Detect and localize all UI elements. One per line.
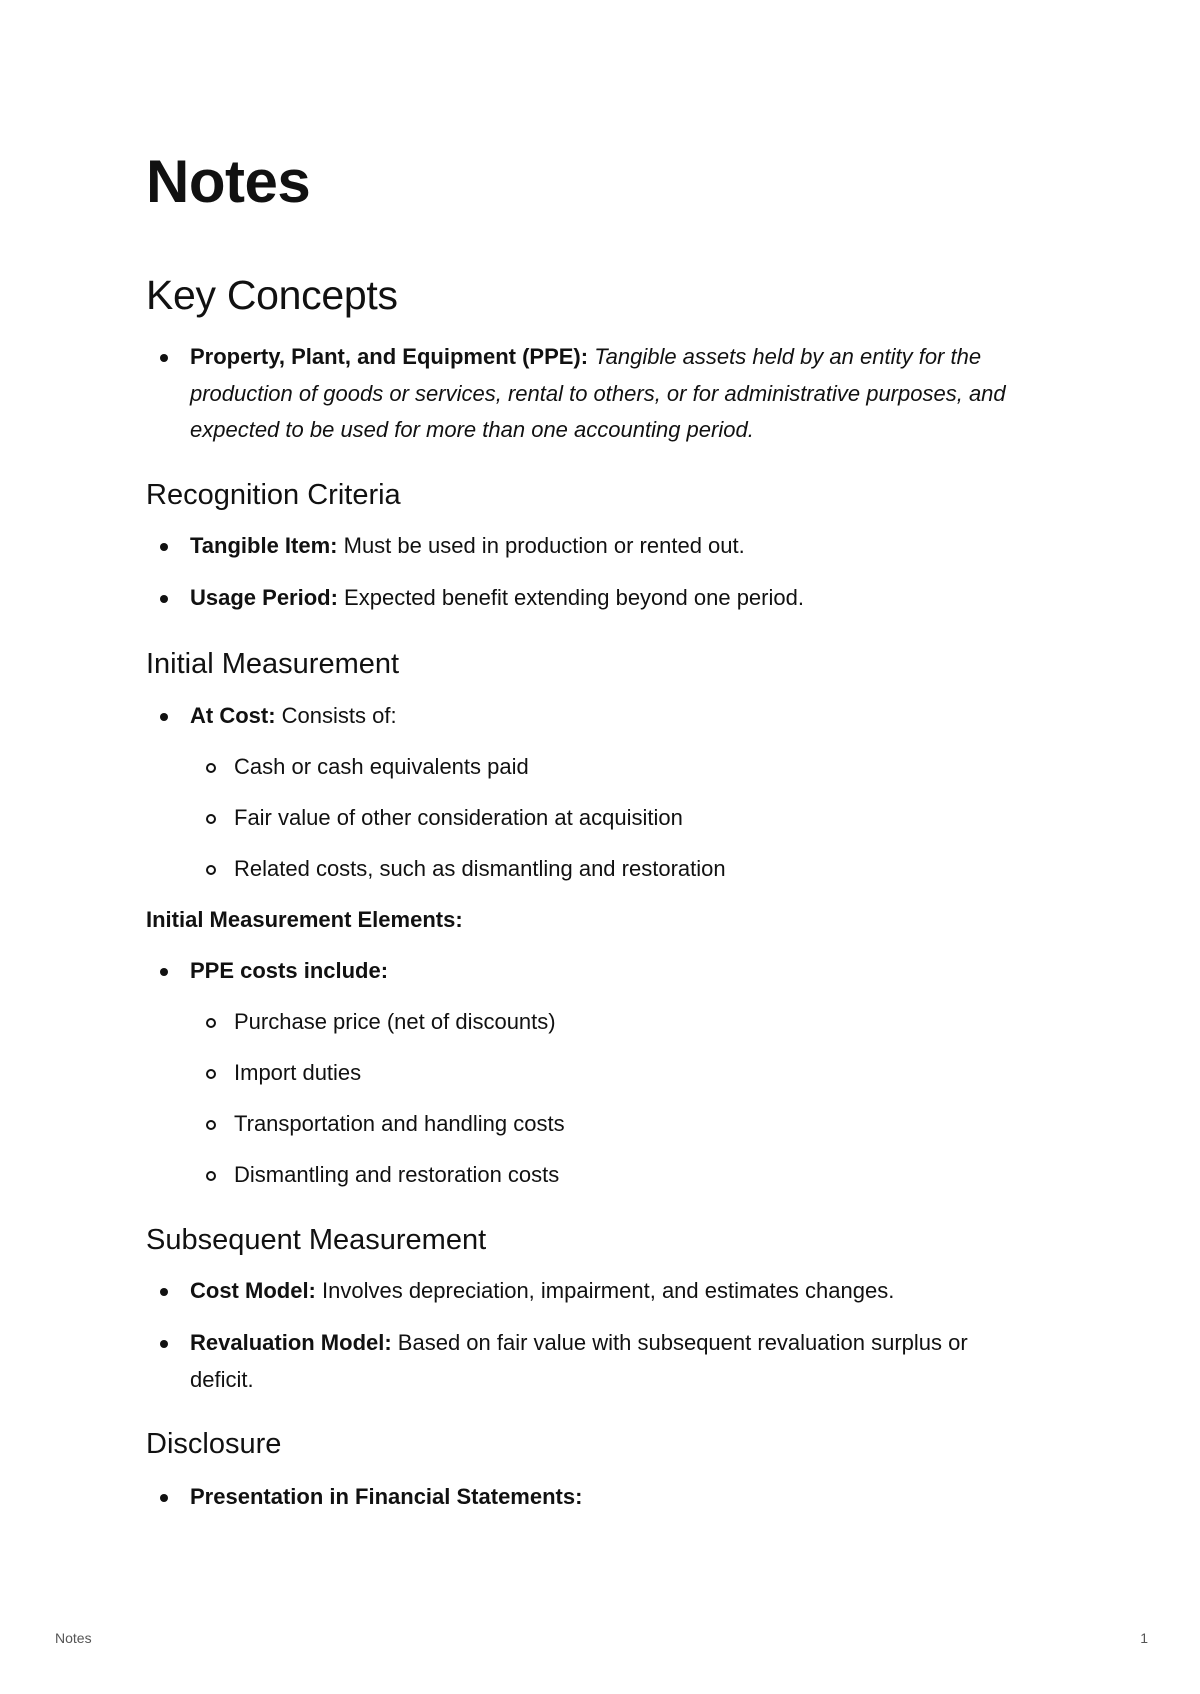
- term-label: Property, Plant, and Equipment (PPE):: [190, 344, 589, 369]
- list-item: [190, 1273, 1090, 1310]
- term-label: Usage Period:: [190, 585, 338, 610]
- initial-measurement-elements-label: Initial Measurement Elements:: [146, 907, 463, 932]
- sub-item-text: Import duties: [234, 1060, 362, 1085]
- circle-bullet-icon: [206, 1120, 216, 1130]
- circle-bullet-icon: [206, 763, 216, 773]
- list-item: [190, 698, 1090, 735]
- bullet-icon: [160, 968, 168, 976]
- item-text: Involves depreciation, impairment, and estimates changes.: [315, 1278, 895, 1303]
- page-title: Notes: [146, 148, 311, 215]
- item-text: Based on fair value with subsequent revaluation surplus or deficit.: [190, 1330, 968, 1392]
- list-item: [190, 339, 1070, 449]
- initial-measurement-heading: Initial Measurement: [146, 648, 400, 680]
- term-label: At Cost:: [190, 703, 276, 728]
- item-text: Expected benefit extending beyond one period.: [337, 585, 804, 610]
- bullet-icon: [160, 354, 168, 362]
- definition-text: Tangible assets held by an entity for the production of goods or services, rental to others, or for administrative purposes, and expected to be used for more than one accounting period.: [190, 344, 1006, 442]
- circle-bullet-icon: [206, 1171, 216, 1181]
- term-label: PPE costs include:: [190, 958, 389, 983]
- sub-item-text: Purchase price (net of discounts): [234, 1009, 556, 1034]
- item-text: Consists of:: [275, 703, 397, 728]
- list-item: [190, 580, 1090, 617]
- page-number: 1: [1140, 1630, 1148, 1646]
- sub-list-item: [234, 1106, 1094, 1143]
- sub-list-item: [234, 1157, 1094, 1194]
- bullet-icon: [160, 595, 168, 603]
- bullet-icon: [160, 543, 168, 551]
- term-label: Tangible Item:: [190, 533, 338, 558]
- sub-list-item: [234, 851, 1094, 888]
- bullet-icon: [160, 1494, 168, 1502]
- list-item: [190, 1479, 1090, 1516]
- sub-item-text: Fair value of other consideration at acquisition: [234, 805, 683, 830]
- sub-item-text: Related costs, such as dismantling and restoration: [234, 856, 726, 881]
- recognition-criteria-heading: Recognition Criteria: [146, 479, 401, 511]
- bullet-icon: [160, 713, 168, 721]
- subsequent-measurement-heading: Subsequent Measurement: [146, 1224, 487, 1256]
- sub-list-item: [234, 1004, 1094, 1041]
- sub-list-item: [234, 1055, 1094, 1092]
- sub-list-item: [234, 800, 1094, 837]
- footer-title: Notes: [55, 1630, 92, 1646]
- sub-item-text: Cash or cash equivalents paid: [234, 754, 529, 779]
- key-concepts-heading: Key Concepts: [146, 272, 398, 318]
- sub-list-item: [234, 749, 1094, 786]
- list-item: [190, 953, 1090, 990]
- term-label: Presentation in Financial Statements:: [190, 1484, 583, 1509]
- bullet-icon: [160, 1340, 168, 1348]
- sub-item-text: Transportation and handling costs: [234, 1111, 565, 1136]
- item-text: Must be used in production or rented out.: [337, 533, 745, 558]
- disclosure-heading: Disclosure: [146, 1428, 282, 1460]
- term-label: Cost Model:: [190, 1278, 316, 1303]
- list-item: [190, 528, 1090, 565]
- circle-bullet-icon: [206, 814, 216, 824]
- circle-bullet-icon: [206, 865, 216, 875]
- sub-item-text: Dismantling and restoration costs: [234, 1162, 560, 1187]
- circle-bullet-icon: [206, 1018, 216, 1028]
- circle-bullet-icon: [206, 1069, 216, 1079]
- list-item: [190, 1325, 990, 1398]
- bullet-icon: [160, 1288, 168, 1296]
- term-label: Revaluation Model:: [190, 1330, 392, 1355]
